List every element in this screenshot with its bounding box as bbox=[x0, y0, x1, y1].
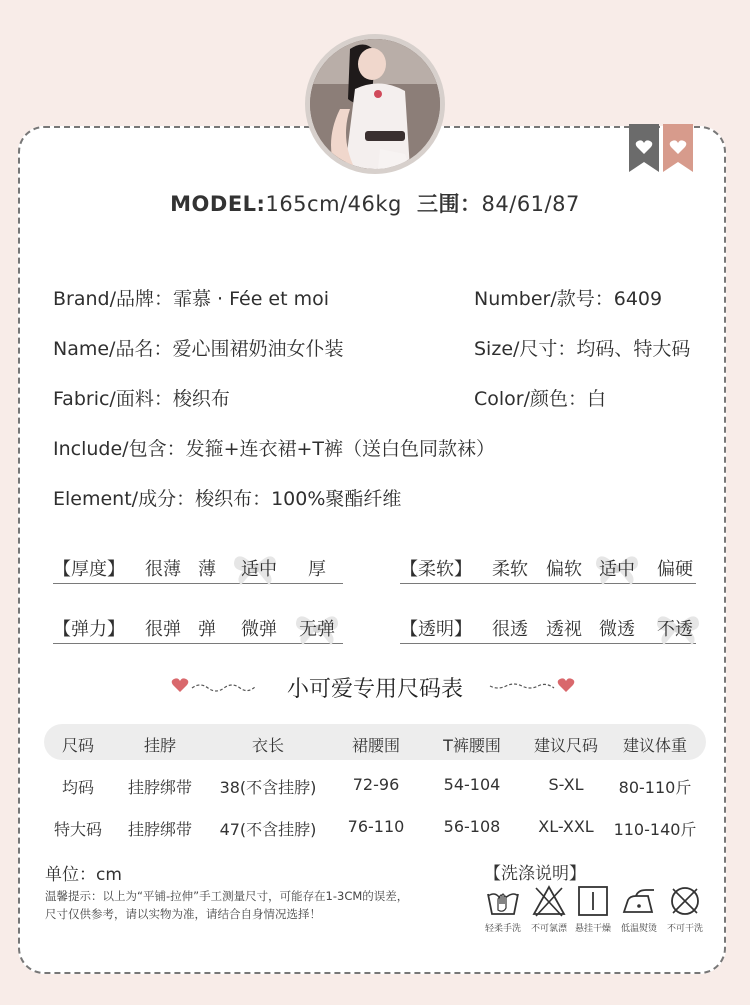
row2-size: 特大码 bbox=[53, 820, 103, 839]
elasticity-option-3: 微弹 bbox=[241, 619, 277, 640]
thickness-rating bbox=[53, 555, 343, 584]
thickness-option-4: 厚 bbox=[308, 559, 326, 580]
hang-dry-icon bbox=[576, 884, 610, 918]
include-info: Include/包含：发箍+连衣裙+T裤（送白色同款袜） bbox=[53, 438, 496, 460]
low-iron-icon bbox=[622, 884, 656, 918]
transparency-option-4: 不透 bbox=[657, 619, 693, 640]
header-suggested-size: 建议尺码 bbox=[533, 736, 599, 755]
measure-label: 三围： bbox=[417, 192, 482, 216]
thickness-option-3: 适中 bbox=[241, 559, 277, 580]
transparency-option-2: 透视 bbox=[546, 619, 582, 640]
elasticity-rating bbox=[53, 615, 343, 644]
transparency-rating bbox=[400, 615, 696, 644]
size-chart-title: 小可爱专用尺码表 bbox=[286, 677, 463, 702]
row1-tpant-waist: 54-104 bbox=[443, 775, 501, 794]
measure-value: 84/61/87 bbox=[481, 192, 580, 216]
color-info: Color/颜色：白 bbox=[474, 388, 607, 410]
header-suggested-weight: 建议体重 bbox=[622, 736, 688, 755]
elasticity-option-4: 无弹 bbox=[299, 619, 335, 640]
row2-halter: 挂脖绑带 bbox=[127, 820, 193, 839]
hand-wash-label: 轻柔手洗 bbox=[484, 924, 522, 934]
model-avatar bbox=[305, 34, 445, 174]
model-value: 165cm/46kg bbox=[265, 192, 402, 216]
header-halter: 挂脖 bbox=[143, 736, 177, 755]
row1-size: 均码 bbox=[61, 778, 95, 797]
hang-dry-label: 悬挂干燥 bbox=[574, 924, 612, 934]
softness-option-3: 适中 bbox=[599, 559, 635, 580]
no-bleach-label: 不可氯漂 bbox=[530, 924, 568, 934]
right-heart-divider-icon bbox=[486, 676, 576, 696]
thickness-option-1: 很薄 bbox=[145, 559, 181, 580]
row2-length: 47(不含挂脖) bbox=[219, 820, 317, 839]
name-info: Name/品名：爱心围裙奶油女仆装 bbox=[53, 338, 344, 360]
transparency-option-3: 微透 bbox=[599, 619, 635, 640]
row1-suggested-weight: 80-110斤 bbox=[618, 778, 692, 797]
header-size: 尺码 bbox=[61, 736, 95, 755]
row2-tpant-waist: 56-108 bbox=[443, 817, 501, 836]
model-label: MODEL: bbox=[170, 192, 266, 216]
elasticity-option-2: 弹 bbox=[198, 619, 216, 640]
no-dry-clean-label: 不可干洗 bbox=[666, 924, 704, 934]
header-skirt-waist: 裙腰围 bbox=[351, 736, 401, 755]
row1-halter: 挂脖绑带 bbox=[127, 778, 193, 797]
row1-length: 38(不含挂脖) bbox=[219, 778, 317, 797]
unit-label: 单位：cm bbox=[45, 865, 122, 885]
gray-heart-flag-icon bbox=[629, 124, 659, 172]
row2-skirt-waist: 76-110 bbox=[347, 817, 405, 836]
softness-title: 【柔软】 bbox=[400, 559, 472, 580]
pink-heart-flag-icon bbox=[663, 124, 693, 172]
model-measurements bbox=[0, 188, 750, 218]
softness-option-1: 柔软 bbox=[492, 559, 528, 580]
low-iron-label: 低温熨烫 bbox=[620, 924, 658, 934]
hand-wash-icon bbox=[486, 884, 520, 918]
brand-info: Brand/品牌：霏慕 · Fée et moi bbox=[53, 288, 330, 310]
transparency-title: 【透明】 bbox=[400, 619, 472, 640]
row2-suggested-weight: 110-140斤 bbox=[613, 820, 697, 839]
softness-option-2: 偏软 bbox=[546, 559, 582, 580]
thickness-title: 【厚度】 bbox=[53, 559, 125, 580]
softness-rating bbox=[400, 555, 696, 584]
softness-option-4: 偏硬 bbox=[657, 559, 693, 580]
thickness-option-2: 薄 bbox=[198, 559, 216, 580]
size-info: Size/尺寸：均码、特大码 bbox=[474, 338, 691, 360]
number-info: Number/款号：6409 bbox=[474, 288, 663, 310]
no-bleach-icon bbox=[532, 884, 566, 918]
transparency-option-1: 很透 bbox=[492, 619, 528, 640]
fabric-info: Fabric/面料：梭织布 bbox=[53, 388, 230, 410]
row2-suggested-size: XL-XXL bbox=[538, 817, 594, 836]
elasticity-option-1: 很弹 bbox=[145, 619, 181, 640]
header-length: 衣长 bbox=[251, 736, 285, 755]
note-line-1: 温馨提示：以上为“平铺-拉伸”手工测量尺寸，可能存在1-3CM的误差， bbox=[45, 889, 409, 903]
row1-suggested-size: S-XL bbox=[548, 775, 584, 794]
element-info: Element/成分：梭织布：100%聚酯纤维 bbox=[53, 488, 402, 510]
row1-skirt-waist: 72-96 bbox=[352, 775, 400, 794]
no-dry-clean-icon bbox=[668, 884, 702, 918]
elasticity-title: 【弹力】 bbox=[53, 619, 125, 640]
header-tpant-waist: T裤腰围 bbox=[443, 736, 501, 755]
care-title: 【洗涤说明】 bbox=[484, 864, 586, 884]
note-line-2: 尺寸仅供参考，请以实物为准，请结合自身情况选择！ bbox=[45, 907, 321, 921]
